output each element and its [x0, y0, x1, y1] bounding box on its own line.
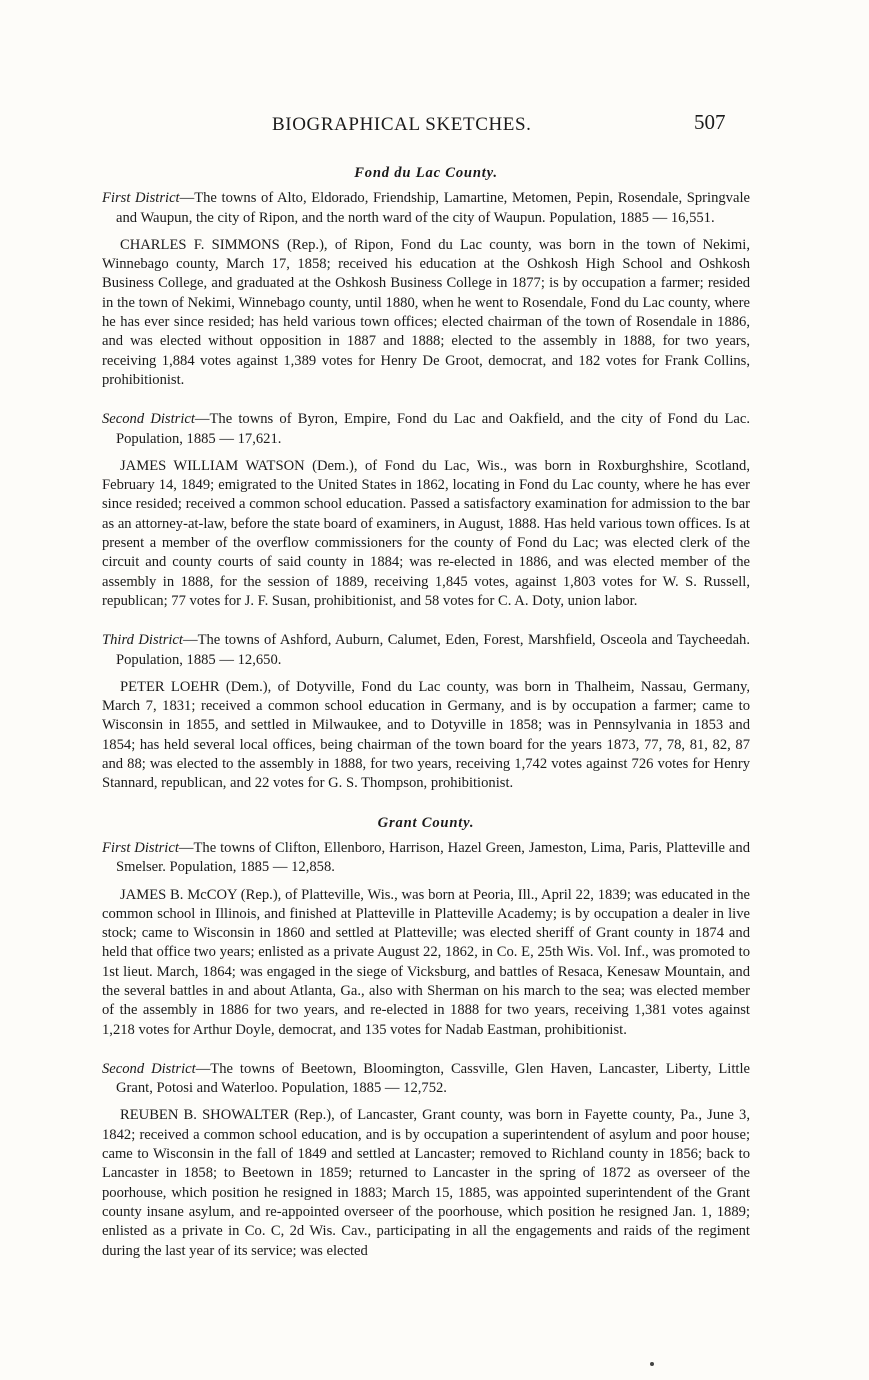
district-description: First District—The towns of Clifton, Ellenboro, Harrison, Hazel Green, Jameston, Lima, Paris, Platteville and Smelser. Population, 1885 — 12,858.	[102, 839, 751, 876]
page-content	[102, 164, 750, 1281]
county-heading-grant: Grant County.	[377, 814, 475, 831]
district-label: Second District	[102, 411, 195, 428]
biographical-sketch: REUBEN B. SHOWALTER (Rep.), of Lancaster, Grant county, was born in Fayette county, Pa., June 3, 1842; received a common school education, and is by occupation a superintendent of asylum and poor house; came to Wisconsin in the fall of 1849 and settled at Lancaster; removed to Richland county in 1856; back to Lancaster in 1858; to Beetown in 1859; returned to Lancaster in the spring of 1872 as overseer of the poorhouse, which position he resigned in 1883; March 15, 1885, was appointed superintendent of the Grant county insane asylum, and re-appointed overseer of the poorhouse, which position he resigned Jan. 1, 1889; enlisted as a private in Co. C, 2d Wis. Cav., participating in all the engagements and raids of the regiment during the last year of its service; was elected	[102, 1107, 750, 1259]
biographical-sketch: PETER LOEHR (Dem.), of Dotyville, Fond du Lac county, was born in Thalheim, Nassau, Germany, March 7, 1831; received a common school education in Germany, and is by occupation a farmer; came to Wisconsin in 1855, and settled in Milwaukee, and to Dotyville in 1858; was in Pennsylvania in 1853 and 1854; has held several local offices, being chairman of the town board for the years 1873, 77, 78, 81, 82, 87 and 88; was elected to the assembly in 1888, for two years, receiving 1,742 votes against 726 votes for Henry Stannard, republican, and 22 votes for G. S. Thompson, prohibitionist.	[102, 678, 750, 792]
district-description: First District—The towns of Alto, Eldorado, Friendship, Lamartine, Metomen, Pepin, Rosendale, Springvale and Waupun, the city of Ripon, and the north ward of the city of Waupun. Population, 1885 — 16,551.	[102, 190, 750, 226]
district-label: First District	[102, 190, 180, 207]
district-description: Second District—The towns of Beetown, Bloomington, Cassville, Glen Haven, Lancaster, Liberty, Little Grant, Potosi and Waterloo. Population, 1885 — 12,752.	[102, 1060, 750, 1097]
district-label: Second District	[102, 1060, 196, 1077]
running-title: BIOGRAPHICAL SKETCHES.	[272, 114, 532, 135]
county-heading-fond-du-lac: Fond du Lac County.	[354, 165, 498, 181]
district-text: The towns of Alto, Eldorado, Friendship, Lamartine, Metomen, Pepin, Rosendale, Springvale and Waupun, the city of Ripon, and the north ward of the city of Waupun. Population, 1885 — 16,551.	[116, 190, 750, 226]
district-description: Third District—The towns of Ashford, Auburn, Calumet, Eden, Forest, Marshfield, Osceola and Taycheedah. Population, 1885 — 12,650.	[102, 632, 750, 668]
ink-speck	[650, 1362, 654, 1366]
district-text: The towns of Ashford, Auburn, Calumet, Eden, Forest, Marshfield, Osceola and Taycheedah. Population, 1885 — 12,650.	[116, 632, 750, 668]
district-text: The towns of Clifton, Ellenboro, Harrison, Hazel Green, Jameston, Lima, Paris, Platteville and Smelser. Population, 1885 — 12,858.	[116, 839, 751, 876]
biographical-sketch: JAMES WILLIAM WATSON (Dem.), of Fond du Lac, Wis., was born in Roxburghshire, Scotland, February 14, 1849; emigrated to the United States in 1862, locating in Fond du Lac county, where he has ever since resided; received a common school education. Passed a satisfactory examination for admission to the bar as an attorney-at-law, before the state board of examiners, in August, 1888. Has held various town offices. Is at present a member of the overflow commissioners for the county of Fond du Lac; was elected clerk of the circuit and county courts of said county in 1884; was re-elected in 1886, and was elected member of the assembly in 1888, for the session of 1889, receiving 1,845 votes, against 1,803 votes for W. S. Russell, republican; 77 votes for J. F. Susan, prohibitionist, and 58 votes for C. A. Doty, union labor.	[102, 457, 750, 609]
page-number: 507	[694, 110, 726, 134]
district-text: The towns of Beetown, Bloomington, Cassville, Glen Haven, Lancaster, Liberty, Little Grant, Potosi and Waterloo. Population, 1885 — 12,752.	[116, 1060, 750, 1097]
biographical-sketch: JAMES B. McCOY (Rep.), of Platteville, Wis., was born at Peoria, Ill., April 22, 1839; was educated in the common school in Illinois, and finished at Platteville in Platteville Academy; is by occupation a dealer in live stock; came to Wisconsin in 1860 and settled at Platteville; was elected sheriff of Grant county in 1874 and held that office two years; enlisted as a private August 22, 1862, in Co. E, 25th Wis. Vol. Inf., was promoted to 1st lieut. March, 1864; was engaged in the siege of Vicksburg, and battles of Resaca, Kenesaw Mountain, and the several battles in and about Atlanta, Ga., also with Sherman on his march to the sea; was elected member of the assembly in 1886 for two years, and re-elected in 1888 for two years, receiving 1,381 votes against 1,218 votes for Arthur Doyle, democrat, and 135 votes for Nadab Eastman, prohibitionist.	[102, 886, 750, 1038]
district-label: First District	[102, 839, 179, 856]
district-description: Second District—The towns of Byron, Empire, Fond du Lac and Oakfield, and the city of Fond du Lac. Population, 1885 — 17,621.	[102, 411, 750, 447]
district-label: Third District	[102, 632, 183, 649]
page-header	[0, 108, 869, 138]
biographical-sketch: CHARLES F. SIMMONS (Rep.), of Ripon, Fond du Lac county, was born in the town of Nekimi, Winnebago county, March 17, 1858; received his education at the Oshkosh High School and Oshkosh Business College, and graduated at the Oshkosh Business College in 1877; is by occupation a farmer; resided in the town of Nekimi, Winnebago county, until 1880, when he went to Rosendale, Fond du Lac county, where he has ever since resided; has held various town offices; elected chairman of the town of Rosendale in 1886, and was elected without opposition in 1887 and 1888; elected to the assembly in 1888, for two years, receiving 1,884 votes against 1,389 votes for Henry De Groot, democrat, and 182 votes for Frank Collins, prohibitionist.	[102, 236, 750, 388]
district-text: The towns of Byron, Empire, Fond du Lac and Oakfield, and the city of Fond du Lac. Population, 1885 — 17,621.	[116, 411, 750, 447]
